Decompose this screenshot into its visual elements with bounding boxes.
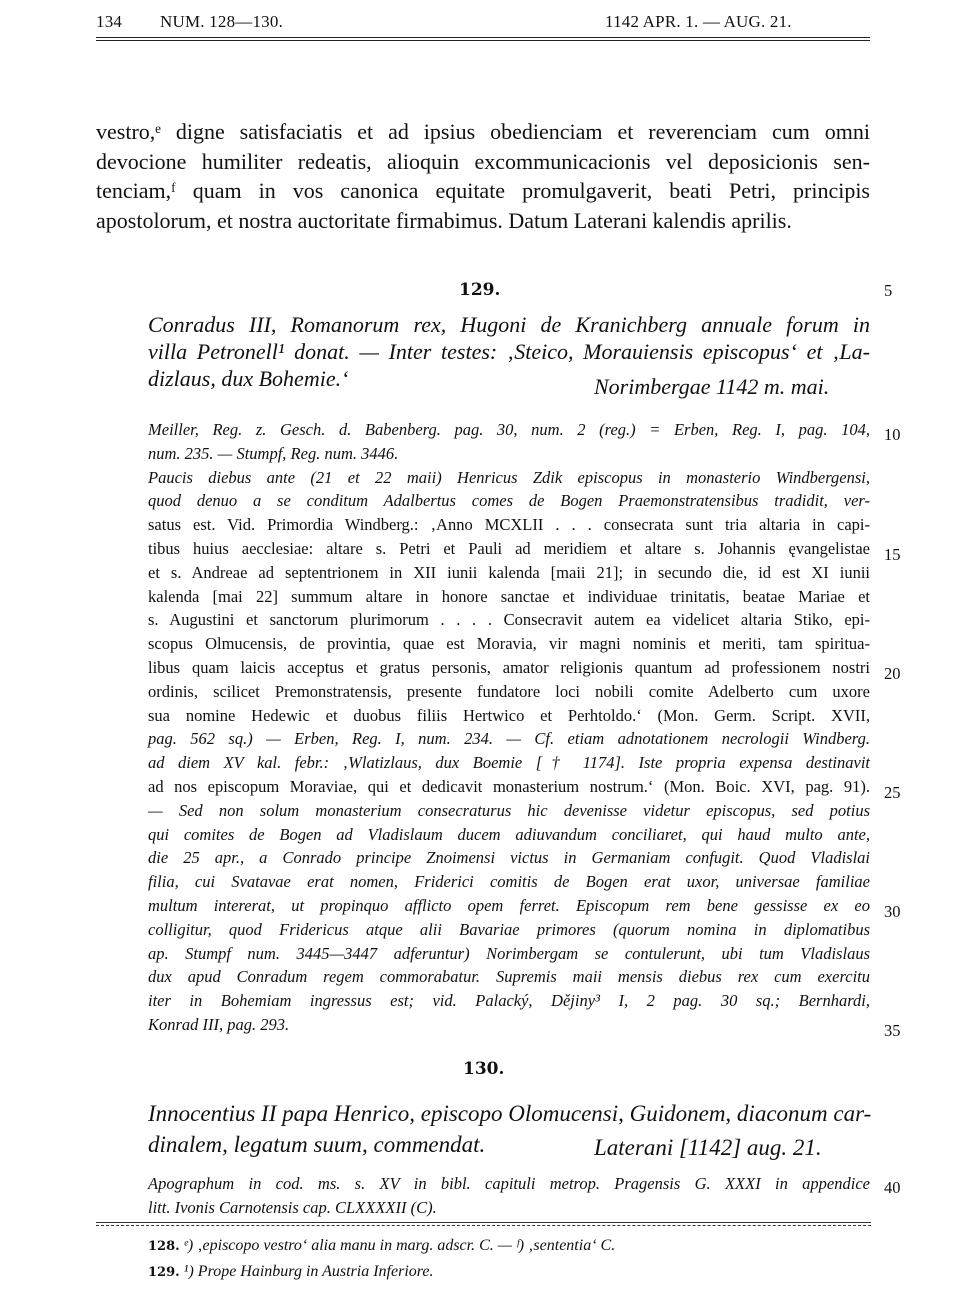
footnote-rule [96, 1222, 871, 1223]
commentary-line: die 25 apr., a Conrado principe Znoimensi victus in Germaniam confugit. Quod Vladislai [148, 848, 870, 868]
document-number-129: 129. [459, 280, 501, 300]
footnote-129 [148, 1259, 434, 1286]
margin-line-number: 15 [884, 545, 901, 564]
margin-line-number: 30 [884, 902, 901, 921]
document-number-130: 130. [463, 1059, 505, 1079]
commentary-line: libus quam laicis acceptus et gratus personis, amator religionis quantum ad professionem nostri [148, 657, 870, 677]
regest-line: Conradus III, Romanorum rex, Hugoni de Kranichberg annuale forum in [148, 312, 870, 337]
commentary-line: et s. Andreae ad septentrionem in XII iunii kalenda [maii 21]; in secundo die, id est XI iunii [148, 562, 870, 582]
document-range: NUM. 128—130. [160, 12, 284, 31]
commentary-line: Meiller, Reg. z. Gesch. d. Babenberg. pag. 30, num. 2 (reg.) = Erben, Reg. I, pag. 104, [148, 420, 870, 439]
commentary-line: ordinis, scilicet Premonstratensis, presente fundatore loci nobili comite Adelberto cum uxore [148, 681, 870, 701]
regest-line: dizlaus, dux Bohemie.‘ [148, 366, 349, 391]
commentary-line: Paucis diebus ante (21 et 22 maii) Henricus Zdik episcopus in monasterio Windbergensi, [148, 467, 870, 487]
footnote-label: 128. [148, 1239, 180, 1254]
commentary-line: filia, cui Svatavae erat nomen, Friderici comitis de Bogen erat uxor, universae familiae [148, 872, 870, 892]
commentary-line: scopus Olmucensis, de provintia, quae est Moravia, vir magni nominis et meriti, tam spiritua- [148, 634, 870, 654]
footnote-text: ¹) Prope Hainburg in Austria Inferiore. [183, 1263, 434, 1280]
footnote-text: ᵉ) ‚episcopo vestro‘ alia manu in marg. adscr. C. — ᶠ) ‚sententia‘ C. [183, 1237, 616, 1254]
text-line: tenciam,ᶠ quam in vos canonica equitate promulgaverit, beati Petri, principis [96, 178, 870, 203]
margin-line-number: 5 [884, 281, 893, 300]
commentary-130 [148, 1172, 870, 1220]
header-rule-double [96, 40, 870, 41]
commentary-line: num. 235. — Stumpf, Reg. num. 3446. [148, 443, 399, 463]
footnote-128 [148, 1233, 615, 1260]
commentary-line: litt. Ivonis Carnotensis cap. CLXXXXII (C). [148, 1197, 437, 1217]
place-date-130: Laterani [1142] aug. 21. [594, 1135, 822, 1160]
commentary-line: iter in Bohemiam ingressus est; vid. Palacký, Dějiny³ I, 2 pag. 30 sq.; Bernhardi, [148, 991, 870, 1011]
commentary-line: sua nomine Hedewic et duobus filiis Hertwico et Perhtoldo.‘ (Mon. Germ. Script. XVII, [148, 705, 870, 725]
margin-line-number: 35 [884, 1021, 901, 1040]
commentary-line: ad diem XV kal. febr.: ‚Wlatizlaus, dux Boemie [† 1174]. Iste propria expensa destinavit [148, 753, 870, 773]
footnote-rule-double [96, 1225, 871, 1226]
commentary-line: qui comites de Bogen ad Vladislaum ducem adiuvandum conciliaret, qui haud multo ante, [148, 824, 870, 844]
commentary-line: ap. Stumpf num. 3445—3447 adferuntur) Norimbergam se contulerunt, ubi tum Vladislaus [148, 943, 870, 963]
commentary-line: Konrad III, pag. 293. [148, 1014, 290, 1034]
commentary-line: dux apud Conradum regem commorabatur. Supremis maii mensis diebus rex cum exercitu [148, 967, 870, 987]
footnote-label: 129. [148, 1265, 180, 1280]
commentary-129 [148, 418, 870, 1037]
margin-line-number: 40 [884, 1178, 901, 1197]
continued-text [96, 117, 870, 235]
commentary-line: multum intererat, ut propinquo afflicto opem ferret. Episcopum rem bene gessisse ex eo [148, 895, 870, 915]
text-line: vestro,ᵉ digne satisfaciatis et ad ipsius obedienciam et reverenciam cum omni [96, 119, 870, 144]
regest-line: dinalem, legatum suum, commendat. [148, 1132, 486, 1157]
commentary-line: kalenda [mai 22] summum altare in honore sanctae et individuae trinitatis, beatae Mariae et [148, 586, 870, 606]
commentary-line: s. Augustini et sanctorum plurimorum . . . . Consecravit autem ea videlicet altaria Stiko, epi- [148, 610, 870, 630]
commentary-line: ad nos episcopum Moraviae, qui et dedicavit monasterium nostrum.‘ (Mon. Boic. XVI, pag. 91). [148, 776, 870, 796]
commentary-line: tibus huius aecclesiae: altare s. Petri et Pauli ad meridiem et altare s. Johannis ęvangelistae [148, 538, 870, 558]
commentary-line: colligitur, quod Fridericus atque alii Bavariae primores (quorum nomina in diplomatibus [148, 919, 870, 939]
commentary-line: satus est. Vid. Primordia Windberg.: ‚Anno MCXLII . . . consecrata sunt tria altaria in capi- [148, 515, 870, 535]
text-line: devocione humiliter redeatis, alioquin excommunicacionis vel deposicionis sen- [96, 148, 870, 174]
regest-line: Innocentius II papa Henrico, episcopo Olomucensi, Guidonem, diaconum car- [148, 1101, 872, 1126]
margin-line-number: 10 [884, 425, 901, 444]
commentary-line: quod denuo a se conditum Adalbertus comes de Bogen Praemonstratensibus tradidit, ver- [148, 491, 870, 511]
regest-line: villa Petronell¹ donat. — Inter testes: ‚Steico, Morauiensis episcopus‘ et ‚La- [148, 339, 870, 364]
text-line: apostolorum, et nostra auctoritate firmabimus. Datum Laterani kalendis aprilis. [96, 207, 792, 233]
commentary-line: Apographum in cod. ms. s. XV in bibl. capituli metrop. Pragensis G. XXXI in appendice [148, 1174, 870, 1193]
page-number: 134 [96, 12, 123, 31]
date-range: 1142 APR. 1. — AUG. 21. [605, 12, 792, 31]
commentary-line: — Sed non solum monasterium consecraturus hic devenisse videtur episcopus, sed potius [148, 800, 870, 820]
margin-line-number: 20 [884, 664, 901, 683]
header-rule [96, 37, 870, 38]
commentary-line: pag. 562 sq.) — Erben, Reg. I, num. 234. — Cf. etiam adnotationem necrologii Windberg. [148, 729, 870, 749]
margin-line-number: 25 [884, 783, 901, 802]
place-date-129: Norimbergae 1142 m. mai. [594, 374, 830, 399]
